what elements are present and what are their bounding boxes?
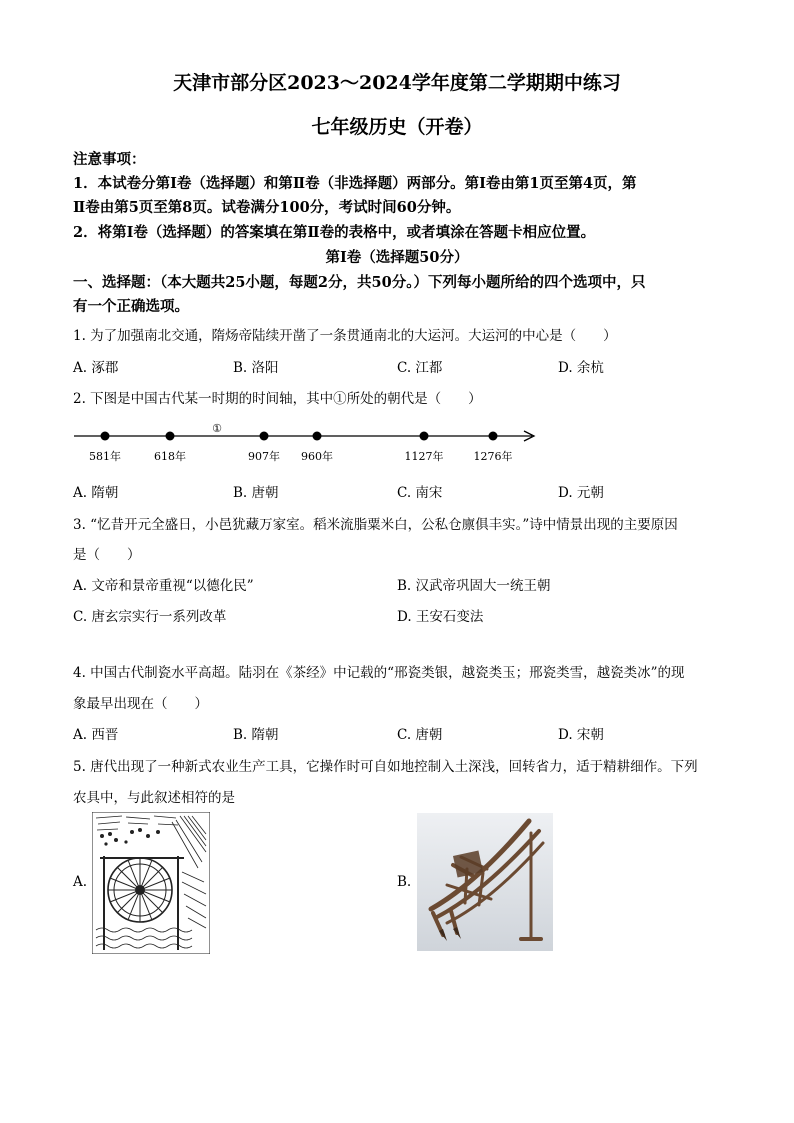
timeline-point-581	[101, 432, 110, 441]
timeline-year-label: 1276年	[473, 450, 513, 463]
notice-item-1-line-1: 1．本试卷分第Ⅰ卷（选择题）和第Ⅱ卷（非选择题）两部分。第Ⅰ卷由第1页至第4页，第	[73, 175, 637, 192]
question-1-option-a: A. 涿郡	[73, 360, 119, 376]
question-4-option-d: D. 宋朝	[558, 727, 604, 743]
waterwheel-drawing-image	[92, 812, 210, 954]
timeline-point-960	[313, 432, 322, 441]
exam-title: 天津市部分区2023～2024学年度第二学期期中练习	[173, 72, 621, 94]
timeline-figure	[0, 415, 794, 470]
question-2-option-a: A. 隋朝	[73, 485, 119, 501]
question-2-option-c: C. 南宋	[397, 485, 443, 501]
timeline-marker-1: ①	[212, 422, 222, 435]
question-1-option-c: C. 江都	[397, 360, 443, 376]
timeline-year-label: 581年	[89, 450, 121, 463]
exam-subtitle: 七年级历史（开卷）	[311, 116, 483, 138]
section-instruction-line-1: 一、选择题：（本大题共25小题，每题2分，共50分。）下列每小题所给的四个选项中，只	[73, 274, 646, 291]
question-4-option-b: B. 隋朝	[233, 727, 279, 743]
question-2-option-d: D. 元朝	[558, 485, 604, 501]
notice-item-1-line-2: Ⅱ卷由第5页至第8页。试卷满分100分，考试时间60分钟。	[73, 199, 461, 216]
question-3-option-d: D. 王安石变法	[397, 609, 484, 625]
notice-heading: 注意事项：	[73, 151, 146, 168]
timeline-point-907	[260, 432, 269, 441]
question-2-option-b: B. 唐朝	[233, 485, 279, 501]
timeline-year-label: 618年	[154, 450, 186, 463]
timeline-year-label: 907年	[248, 450, 280, 463]
timeline-year-label: 1127年	[404, 450, 444, 463]
notice-item-2: 2．将第Ⅰ卷（选择题）的答案填在第Ⅱ卷的表格中，或者填涂在答题卡相应位置。	[73, 224, 596, 241]
timeline-year-label: 960年	[301, 450, 333, 463]
curved-plough-photo-image	[417, 813, 553, 951]
question-1-option-b: B. 洛阳	[233, 360, 279, 376]
timeline-point-1127	[420, 432, 429, 441]
question-4-option-c: C. 唐朝	[397, 727, 443, 743]
section-instruction-line-2: 有一个正确选项。	[73, 298, 189, 315]
question-4-option-a: A. 西晋	[73, 727, 119, 743]
question-3-option-b: B. 汉武帝巩固大一统王朝	[397, 578, 551, 594]
question-4-stem-line-2: 象最早出现在（ ）	[73, 696, 208, 712]
question-5-option-a-label: A.	[73, 874, 88, 890]
question-3-stem-line-1: 3. “忆昔开元全盛日，小邑犹藏万家室。稻米流脂粟米白，公私仓廪俱丰实。”诗中情景出现的主要原因	[73, 517, 678, 533]
question-3-option-a: A. 文帝和景帝重视“以德化民”	[73, 578, 254, 594]
question-1-stem: 1. 为了加强南北交通，隋炀帝陆续开凿了一条贯通南北的大运河。大运河的中心是（ ）	[73, 328, 617, 344]
question-5-stem-line-1: 5. 唐代出现了一种新式农业生产工具，它操作时可自如地控制入土深浅，回转省力，适于精耕细作。下列	[73, 759, 698, 775]
question-3-stem-line-2: 是（ ）	[73, 547, 141, 563]
question-3-option-c: C. 唐玄宗实行一系列改革	[73, 609, 227, 625]
question-1-option-d: D. 余杭	[558, 360, 604, 376]
timeline-point-618	[166, 432, 175, 441]
section-title: 第Ⅰ卷（选择题50分）	[325, 249, 469, 266]
question-2-stem: 2. 下图是中国古代某一时期的时间轴，其中①所处的朝代是（ ）	[73, 391, 482, 407]
timeline-point-1276	[489, 432, 498, 441]
question-5-option-b-label: B.	[397, 874, 412, 890]
question-5-stem-line-2: 农具中，与此叙述相符的是	[73, 790, 235, 806]
question-4-stem-line-1: 4. 中国古代制瓷水平高超。陆羽在《茶经》中记载的“邢瓷类银，越瓷类玉；邢瓷类雪，越瓷类冰”的现	[73, 665, 685, 681]
